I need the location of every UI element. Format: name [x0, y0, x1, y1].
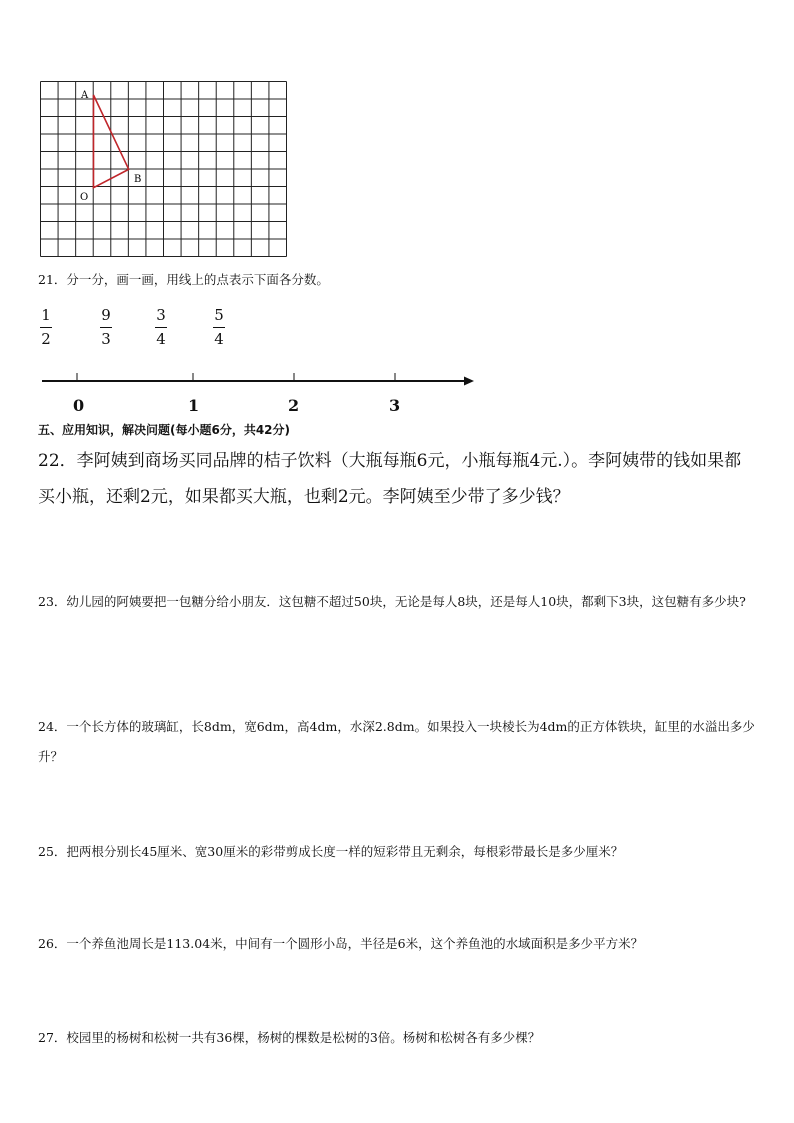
fraction-9-3 — [100, 307, 112, 348]
question-22: 22．李阿姨到商场买同品牌的桔子饮料（大瓶每瓶6元，小瓶每瓶4元.）。李阿姨带的钱如果都买小瓶，还剩2元，如果都买大瓶，也剩2元。李阿姨至少带了多少钱？ — [38, 451, 742, 507]
question-23: 23．幼儿园的阿姨要把一包糖分给小朋友．这包糖不超过50块，无论是每人8块，还是每人10块，都剩下3块，这包糖有多少块? — [38, 594, 746, 609]
fraction-3-4 — [155, 307, 167, 348]
question-24: 24．一个长方体的玻璃缸，长8dm，宽6dm，高4dm，水深2.8dm。如果投入一块棱长为4dm的正方体铁块，缸里的水溢出多少升？ — [38, 719, 755, 764]
question-27: 27．校园里的杨树和松树一共有36棵，杨树的棵数是松树的3倍。杨树和松树各有多少棵？ — [38, 1030, 541, 1045]
tick-label-0: 0 — [73, 396, 85, 415]
number-line-arrow — [464, 377, 474, 386]
grid-lines — [41, 82, 287, 257]
fraction-denominator: 4 — [156, 330, 166, 348]
fraction-bar — [40, 327, 52, 328]
fraction-bar — [213, 327, 225, 328]
label-a: A — [81, 90, 89, 101]
fraction-bar — [155, 327, 167, 328]
grid-diagram — [40, 81, 287, 257]
number-line — [40, 370, 480, 392]
fraction-5-4 — [213, 307, 225, 348]
fraction-numerator: 1 — [41, 306, 51, 324]
question-25: 25．把两根分别长45厘米、宽30厘米的彩带剪成长度一样的短彩带且无剩余，每根彩带最长是多少厘米？ — [38, 844, 624, 859]
tick-label-2: 2 — [288, 396, 300, 415]
label-b: B — [134, 174, 142, 185]
section-5-title: 五、应用知识，解决问题(每小题6分，共42分) — [38, 423, 291, 437]
question-21: 21．分一分，画一画，用线上的点表示下面各分数。 — [38, 272, 329, 287]
grid-figure — [40, 81, 287, 257]
fraction-numerator: 3 — [156, 306, 166, 324]
fraction-denominator: 4 — [214, 330, 224, 348]
tick-label-1: 1 — [188, 396, 200, 415]
fraction-denominator: 2 — [41, 330, 51, 348]
tick-label-3: 3 — [389, 396, 401, 415]
fraction-1-2 — [40, 307, 52, 348]
fraction-numerator: 9 — [101, 306, 111, 324]
fraction-denominator: 3 — [101, 330, 111, 348]
label-o: O — [80, 192, 89, 203]
question-26: 26．一个养鱼池周长是113.04米，中间有一个圆形小岛，半径是6米，这个养鱼池的水域面积是多少平方米？ — [38, 936, 644, 951]
fraction-bar — [100, 327, 112, 328]
fraction-numerator: 5 — [214, 306, 224, 324]
